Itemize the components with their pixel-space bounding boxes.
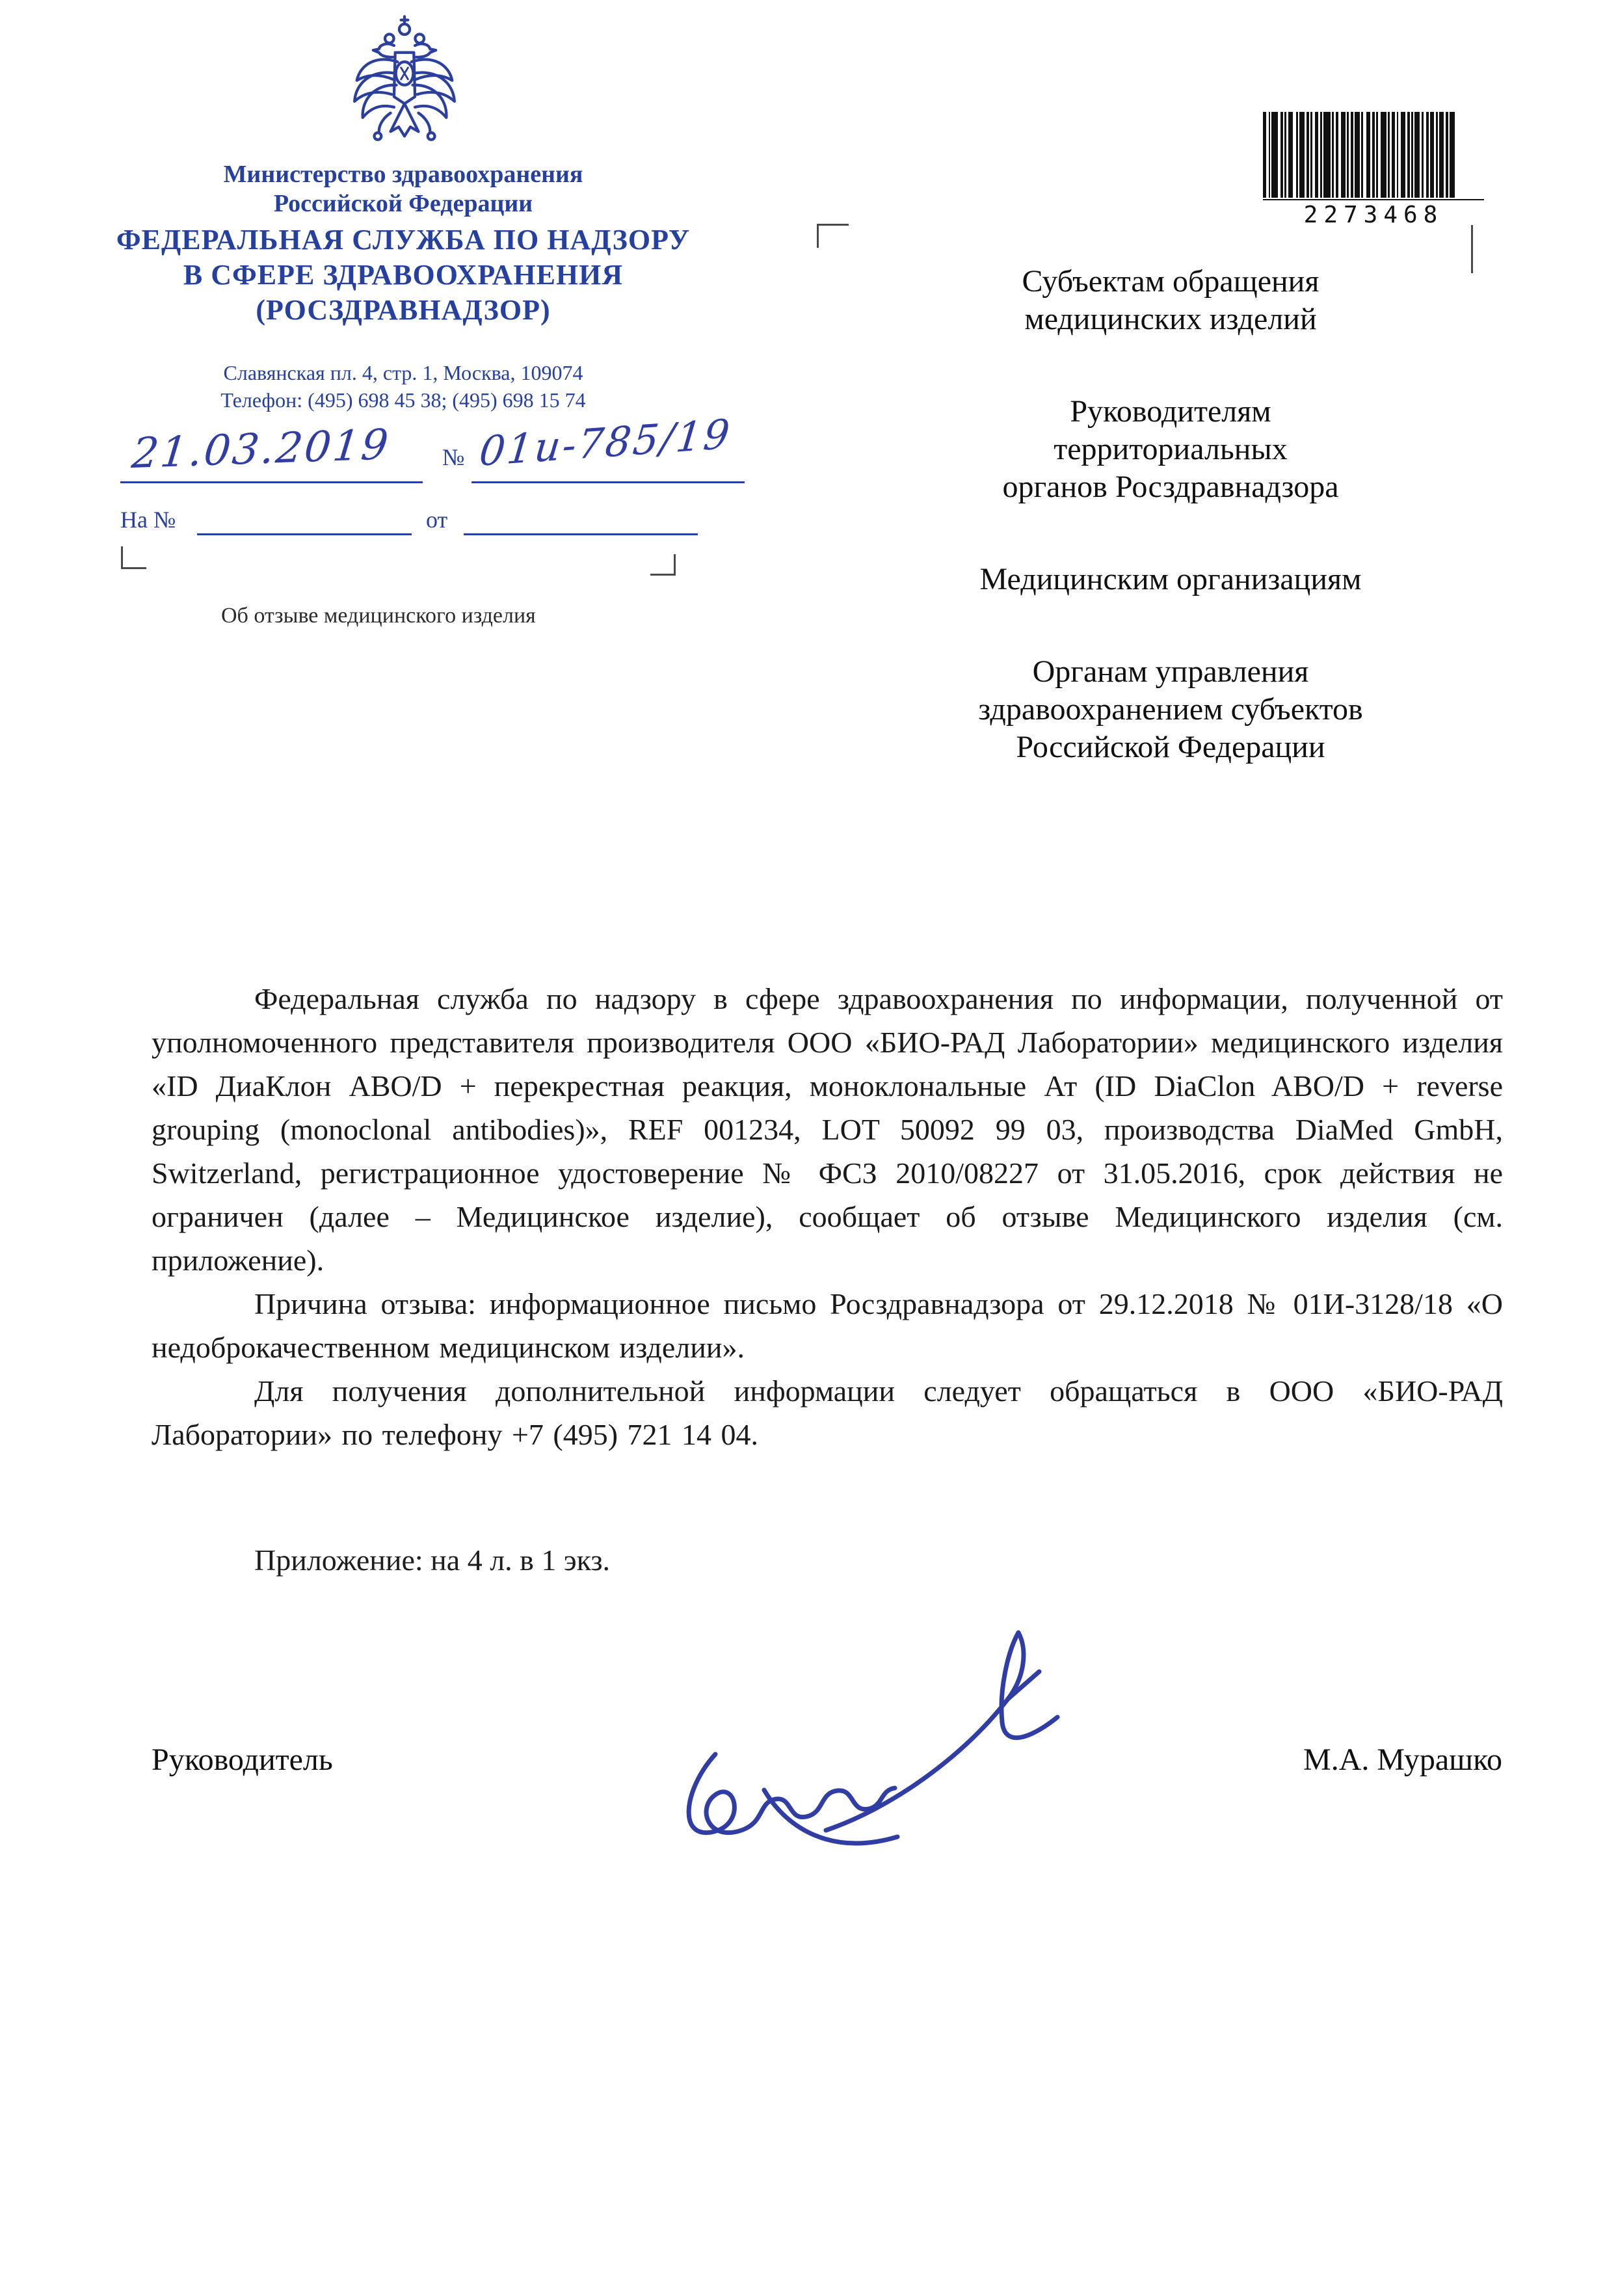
phone-numbers: Телефон: (495) 698 45 38; (495) 698 15 74 [220, 388, 586, 412]
recipient-group [858, 561, 1483, 598]
addressee-corner-mark [817, 224, 849, 248]
recipient-line: здравоохранением субъектов [978, 692, 1363, 727]
recipient-group [858, 393, 1483, 506]
ref-number-label: На № [120, 507, 176, 533]
recipient-group [858, 263, 1483, 338]
recipient-line: Субъектам обращения [1022, 264, 1320, 299]
ref-date-label: от [426, 507, 448, 533]
number-underline [471, 481, 745, 483]
service-line1: ФЕДЕРАЛЬНАЯ СЛУЖБА ПО НАДЗОРУ [116, 224, 691, 256]
attachment-text: Приложение: на 4 л. в 1 экз. [254, 1543, 611, 1577]
ref-date-underline [464, 533, 698, 535]
paragraph-1: Федеральная служба по надзору в сфере здравоохранения по информации, полученной от уполномоченного представителя производителя ООО «БИО-РАД Лаборатории» медицинского изделия «ID ДиаКлон ABO/D + перекрестная реакция, моноклональные Ат (ID DiaClon ABO/D + reverse grouping (monoclonal antibodies)», REF 001234, LOT 50092 99 03, производства DiaMed GmbH, Switzerland, регистрационное удостоверение № ФСЗ 2010/08227 от 31.05.2016, срок действия не ограничен (далее – Медицинское изделие), сообщает об отзыве Медицинского изделия (см. приложение). [152, 982, 1503, 1277]
ref-number-underline [197, 533, 412, 535]
recipient-line: Руководителям [1070, 394, 1271, 429]
recipients-block [858, 263, 1483, 766]
handwritten-number: 01и-785/19 [477, 410, 734, 475]
service-line2: В СФЕРЕ ЗДРАВООХРАНЕНИЯ [183, 259, 624, 291]
paragraph-2: Причина отзыва: информационное письмо Росздравнадзора от 29.12.2018 № 01И-3128/18 «О недоброкачественном медицинском изделии». [152, 1287, 1503, 1364]
letter-body [152, 977, 1503, 1456]
reference-line [120, 506, 784, 545]
recipient-line: органов Росздравнадзора [1002, 470, 1339, 504]
contact-block [98, 359, 709, 414]
right-corner-mark [650, 554, 676, 576]
attachment-note [152, 1543, 1503, 1577]
recipient-line: Медицинским организациям [979, 562, 1362, 596]
service-line3: (РОСЗДРАВНАДЗОР) [256, 294, 551, 326]
recipient-line: Органам управления [1032, 654, 1309, 689]
recipient-line: медицинских изделий [1024, 302, 1317, 336]
recipient-group [858, 653, 1483, 766]
number-sign: № [442, 444, 465, 470]
handwritten-signature [618, 1595, 1112, 1881]
postal-address: Славянская пл. 4, стр. 1, Москва, 109074 [223, 361, 583, 384]
barcode-number: 2273468 [1263, 199, 1484, 228]
signer-name: М.А. Мурашко [1303, 1742, 1502, 1777]
handwritten-date: 21.03.2019 [129, 420, 393, 479]
subject-line: Об отзыве медицинского изделия [221, 604, 536, 628]
date-underline [120, 481, 423, 483]
recipient-line: Российской Федерации [1016, 730, 1325, 764]
left-corner-mark [121, 546, 146, 569]
recipient-line: территориальных [1054, 432, 1288, 466]
ministry-line1: Министерство здравоохранения [223, 161, 583, 188]
ministry-name [98, 160, 709, 219]
barcode-bars [1263, 112, 1484, 198]
outgoing-date-number [120, 410, 784, 506]
barcode [1263, 112, 1484, 228]
paragraph-3: Для получения дополнительной информации следует обращаться в ООО «БИО-РАД Лаборатории» по телефону +7 (495) 721 14 04. [152, 1374, 1503, 1451]
ministry-line2: Российской Федерации [273, 190, 533, 217]
signer-title: Руководитель [152, 1742, 333, 1777]
service-name [78, 222, 728, 328]
coat-of-arms-icon [346, 13, 463, 155]
